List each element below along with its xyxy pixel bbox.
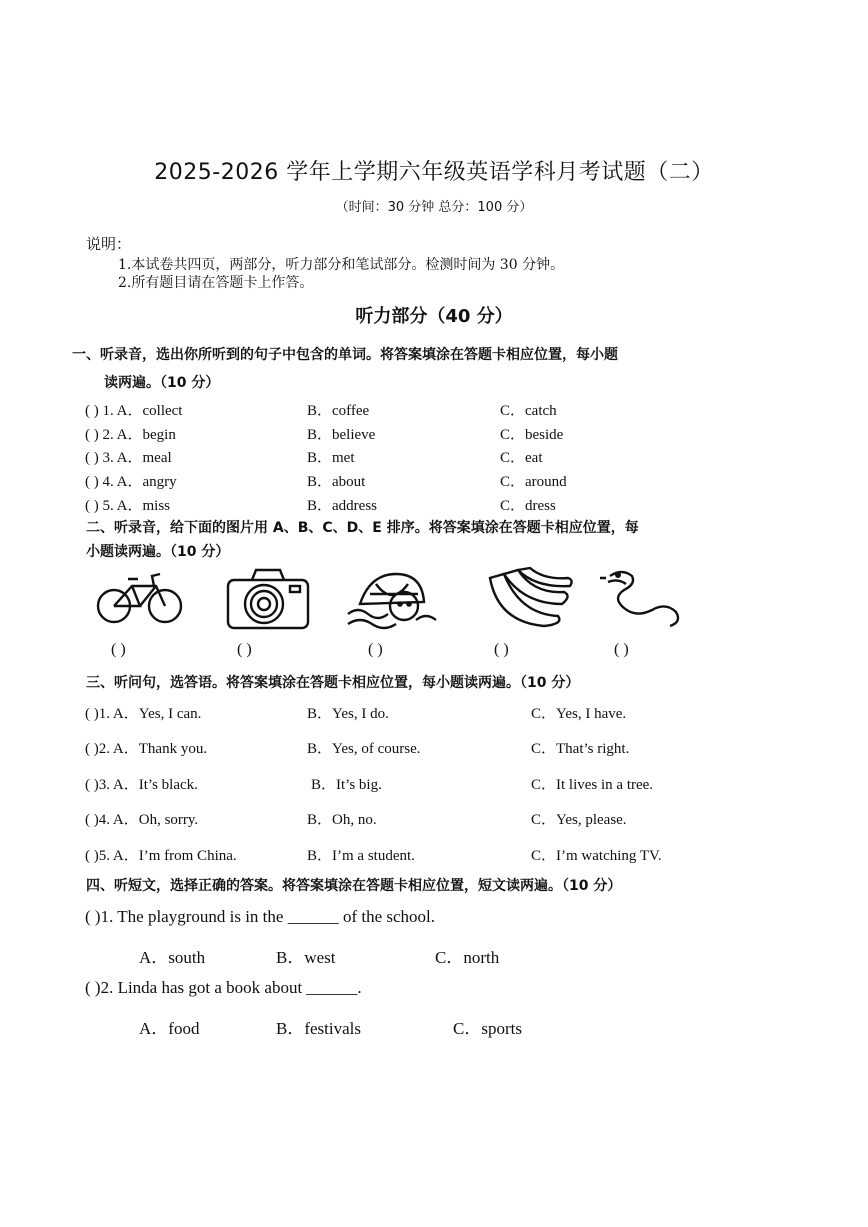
s1-q4-b: B．about xyxy=(307,474,366,490)
s2-blank-2: ( ) xyxy=(237,641,252,658)
s1-q3: ( ) 3. A．meal xyxy=(85,450,172,466)
s3-q3: ( )3. A．It’s black. xyxy=(85,777,198,793)
s1-q2-c: C．beside xyxy=(500,427,564,443)
section4-instruction: 四、听短文，选择正确的答案。将答案填涂在答题卡相应位置，短文读两遍。（10 分） xyxy=(86,878,622,894)
notes-line-2: 2.所有题目请在答题卡上作答。 xyxy=(118,275,314,291)
s1-q5: ( ) 5. A．miss xyxy=(85,498,171,514)
s2-blank-4: ( ) xyxy=(494,641,509,658)
s2-blank-3: ( ) xyxy=(368,641,383,658)
s1-q3-c: C．eat xyxy=(500,450,543,466)
snake-icon xyxy=(596,566,688,632)
s4-q1-b: B．west xyxy=(276,948,336,967)
camera-icon xyxy=(222,566,314,632)
s1-q4: ( ) 4. A．angry xyxy=(85,474,177,490)
notes-heading: 说明： xyxy=(86,235,132,253)
s3-q4-c: C．Yes, please. xyxy=(531,812,627,828)
banana-icon xyxy=(484,566,576,632)
s3-q2-c: C．That’s right. xyxy=(531,741,630,757)
s3-q5: ( )5. A．I’m from China. xyxy=(85,848,237,864)
section1-instruction-2: 读两遍。（10 分） xyxy=(104,375,220,391)
s3-q2-b: B．Yes, of course. xyxy=(307,741,421,757)
s3-q3-c: C．It lives in a tree. xyxy=(531,777,654,793)
s1-q5-b: B．address xyxy=(307,498,377,514)
s3-q3-b: B．It’s big. xyxy=(311,777,382,793)
s1-q3-b: B．met xyxy=(307,450,355,466)
section2-instruction-2: 小题读两遍。（10 分） xyxy=(86,544,230,560)
s3-q1: ( )1. A．Yes, I can. xyxy=(85,706,202,722)
s1-q2-b: B．believe xyxy=(307,427,376,443)
part-title: 听力部分（40 分） xyxy=(355,306,513,327)
s4-q2-c: C．sports xyxy=(453,1019,522,1038)
s4-q2: ( )2. Linda has got a book about ______. xyxy=(85,978,362,997)
s1-q1-b: B．coffee xyxy=(307,403,370,419)
s3-q1-b: B．Yes, I do. xyxy=(307,706,389,722)
s3-q4: ( )4. A．Oh, sorry. xyxy=(85,812,199,828)
s4-q1-a: A．south xyxy=(139,948,206,967)
section2-instruction-1: 二、听录音，给下面的图片用 A、B、C、D、E 排序。将答案填涂在答题卡相应位置，每 xyxy=(86,520,639,536)
exam-subtitle: （时间：30 分钟 总分：100 分） xyxy=(335,200,533,215)
s3-q4-b: B．Oh, no. xyxy=(307,812,377,828)
s3-q1-c: C．Yes, I have. xyxy=(531,706,627,722)
section3-instruction: 三、听问句，选答语。将答案填涂在答题卡相应位置，每小题读两遍。（10 分） xyxy=(86,675,580,691)
exam-title: 2025-2026 学年上学期六年级英语学科月考试题（二） xyxy=(154,160,714,185)
s1-q4-c: C．around xyxy=(500,474,567,490)
s4-q2-b: B．festivals xyxy=(276,1019,361,1038)
notes-line-1: 1.本试卷共四页，两部分，听力部分和笔试部分。检测时间为 30 分钟。 xyxy=(118,257,565,273)
s4-q1: ( )1. The playground is in the ______ of the school. xyxy=(85,907,436,926)
s1-q2: ( ) 2. A．begin xyxy=(85,427,176,443)
s3-q5-c: C．I’m watching TV. xyxy=(531,848,662,864)
s3-q2: ( )2. A．Thank you. xyxy=(85,741,208,757)
s1-q1-c: C．catch xyxy=(500,403,557,419)
s4-q1-c: C．north xyxy=(435,948,500,967)
s3-q5-b: B．I’m a student. xyxy=(307,848,415,864)
s2-blank-5: ( ) xyxy=(614,641,629,658)
s1-q1: ( ) 1. A．collect xyxy=(85,403,183,419)
s2-blank-1: ( ) xyxy=(111,641,126,658)
s1-q5-c: C．dress xyxy=(500,498,556,514)
s4-q2-a: A．food xyxy=(139,1019,200,1038)
turtle-icon xyxy=(346,566,438,632)
bicycle-icon xyxy=(94,566,186,632)
section1-instruction-1: 一、听录音，选出你所听到的句子中包含的单词。将答案填涂在答题卡相应位置，每小题 xyxy=(72,347,618,363)
